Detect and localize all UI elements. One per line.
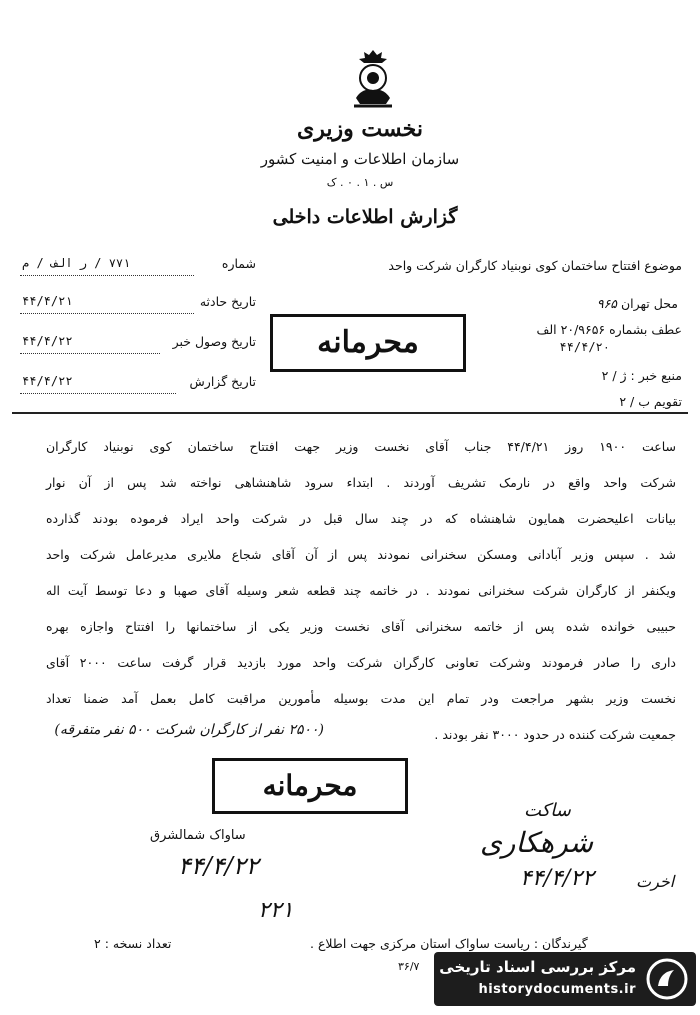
number-value: ۷۷۱ / ر الف / م xyxy=(22,256,131,270)
body-line: شرکت واحد واقع در نارمک تشریف آوردند . ابتداء سرود شاهنشاهی نواخته شد پس از آن نوار xyxy=(46,475,676,490)
report-date-label: تاریخ گزارش xyxy=(189,374,256,389)
reference-date: ۴۴/۴/۲۰ xyxy=(559,340,610,354)
meta-receipt-date xyxy=(16,334,256,352)
report-date-value: ۴۴/۴/۲۲ xyxy=(22,374,73,388)
receipt-date-value: ۴۴/۴/۲۲ xyxy=(22,334,73,348)
body-line: شد . سپس وزیر آبادانی ومسکن سخنرانی نمودند پس از آن آقای شجاع ملایری مدیرعامل شرکت واحد xyxy=(46,547,676,562)
receipt-date-label: تاریخ وصول خبر xyxy=(172,334,256,349)
signature-date: ۴۴/۴/۲۲ xyxy=(520,866,594,891)
body-line: بیانات اعلیحضرت همایون شاهنشاه که در چند سال قبل در شرکت واحد ایراد فرموده بودند گذارده xyxy=(46,511,676,526)
location-field xyxy=(597,296,678,311)
letterhead-code: س . ۱ . ۰ . ک xyxy=(326,176,394,189)
assessment-field: تقویم ب / ۲ xyxy=(619,394,682,409)
number-label: شماره xyxy=(221,256,256,271)
report-title: گزارش اطلاعات داخلی xyxy=(272,206,458,228)
event-date-label: تاریخ حادثه xyxy=(199,294,256,309)
meta-report-date xyxy=(16,374,256,392)
event-date-value: ۴۴/۴/۲۱ xyxy=(22,294,73,308)
archive-watermark xyxy=(434,952,696,1006)
signature-prefix: اخرت xyxy=(636,872,675,891)
letterhead-title: نخست وزیری xyxy=(297,116,423,142)
meta-event-date xyxy=(16,294,256,312)
body-line: جمعیت شرکت کننده در حدود ۳۰۰۰ نفر بودند . xyxy=(434,727,676,742)
location-text: محل تهران xyxy=(621,296,678,311)
body-line: حبیبی خوانده شده پس از خاتمه سخنرانی آقای نخست وزیر یکی از ساختمانها را افتتاح واجازه بهره xyxy=(46,619,676,634)
lion-and-sun-emblem-icon xyxy=(346,48,400,112)
location-hand: ۹۶۵ xyxy=(596,296,618,311)
body-line: ساعت ۱۹۰۰ روز ۴۴/۴/۲۱ جناب آقای نخست وزیر جهت افتتاح ساختمان کوی نوبنیاد کارگران xyxy=(46,439,677,454)
archive-logo-icon xyxy=(646,958,688,1000)
body-line: نخست وزیر بشهر مراجعت ودر تمام این مدت بوسیله مأمورین مراقبت کامل بعمل آمد ضمنا تعداد xyxy=(46,691,676,706)
body-line: داری را صادر فرمودند وشرکت تعاونی کارگران شرکت واحد مورد بازدید قرار گرفت ساعت ۲۰۰۰ آقای xyxy=(46,655,676,670)
reference-field: عطف بشماره ۲۰/۹۶۵۶ الف xyxy=(536,322,682,337)
signature-label: ساکت xyxy=(524,800,571,821)
file-number: ۳۶/۷ xyxy=(398,960,420,973)
signature-name: شرهکاری xyxy=(480,826,594,859)
copies-count: تعداد نسخه : ۲ xyxy=(94,936,172,951)
handwritten-attendance-note: (۲۵۰۰ نفر از کارگران شرکت ۵۰۰ نفر متفرقه) xyxy=(54,722,324,738)
watermark-fa: مرکز بررسی اسناد تاریخی xyxy=(439,958,636,976)
savak-date: ۴۴/۴/۲۲ xyxy=(178,852,259,880)
recipients: گیرندگان : ریاست ساواک استان مرکزی جهت اطلاع . xyxy=(310,936,588,951)
subject-field: موضوع افتتاح ساختمان کوی نوبنیاد کارگران شرکت واحد xyxy=(388,258,682,273)
body-line: ویکنفر از کارگران شرکت سخنرانی نمودند . در خاتمه چند قطعه شعر وسیله آقای صهبا و دعا توسط آیت اله xyxy=(46,583,676,598)
savak-office: ساواک شمالشرق xyxy=(150,828,246,843)
classification-stamp: محرمانه xyxy=(270,314,466,372)
watermark-en: historydocuments.ir xyxy=(478,982,636,997)
header-divider xyxy=(12,412,688,414)
letterhead-subtitle: سازمان اطلاعات و امنیت کشور xyxy=(260,150,460,168)
meta-number xyxy=(16,256,256,274)
source-field: منبع خبر : ژ / ۲ xyxy=(601,368,682,383)
classification-stamp-bottom: محرمانه xyxy=(212,758,408,814)
side-number: ۲۲۱ xyxy=(258,898,294,923)
